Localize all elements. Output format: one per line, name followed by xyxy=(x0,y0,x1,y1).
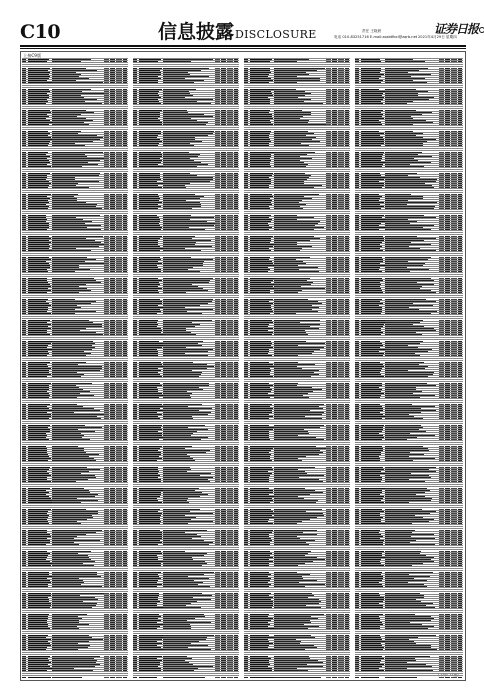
page-number: C10 xyxy=(20,22,60,42)
masthead xyxy=(20,22,466,44)
brand-dot-icon xyxy=(479,27,484,33)
brand-text: 证券日报 xyxy=(434,22,478,36)
table-rows xyxy=(22,58,128,678)
table-column-1 xyxy=(22,58,128,678)
notice-continued-label: 上接C9版 xyxy=(23,53,41,59)
section-title xyxy=(158,21,317,46)
section-title-cn: 信息披露 xyxy=(158,21,234,43)
editor-line: 责任 王晓晨 xyxy=(362,29,381,34)
masthead-rule-thick xyxy=(20,45,466,47)
contact-line: 电话 010-83251716 E-mail:zqsbtfbcl@zqrb.net xyxy=(334,35,417,40)
date-line: 2021年4月29日 星期四 xyxy=(418,35,457,40)
masthead-rule-thin xyxy=(20,48,466,49)
section-title-en: DISCLOSURE xyxy=(235,28,317,41)
